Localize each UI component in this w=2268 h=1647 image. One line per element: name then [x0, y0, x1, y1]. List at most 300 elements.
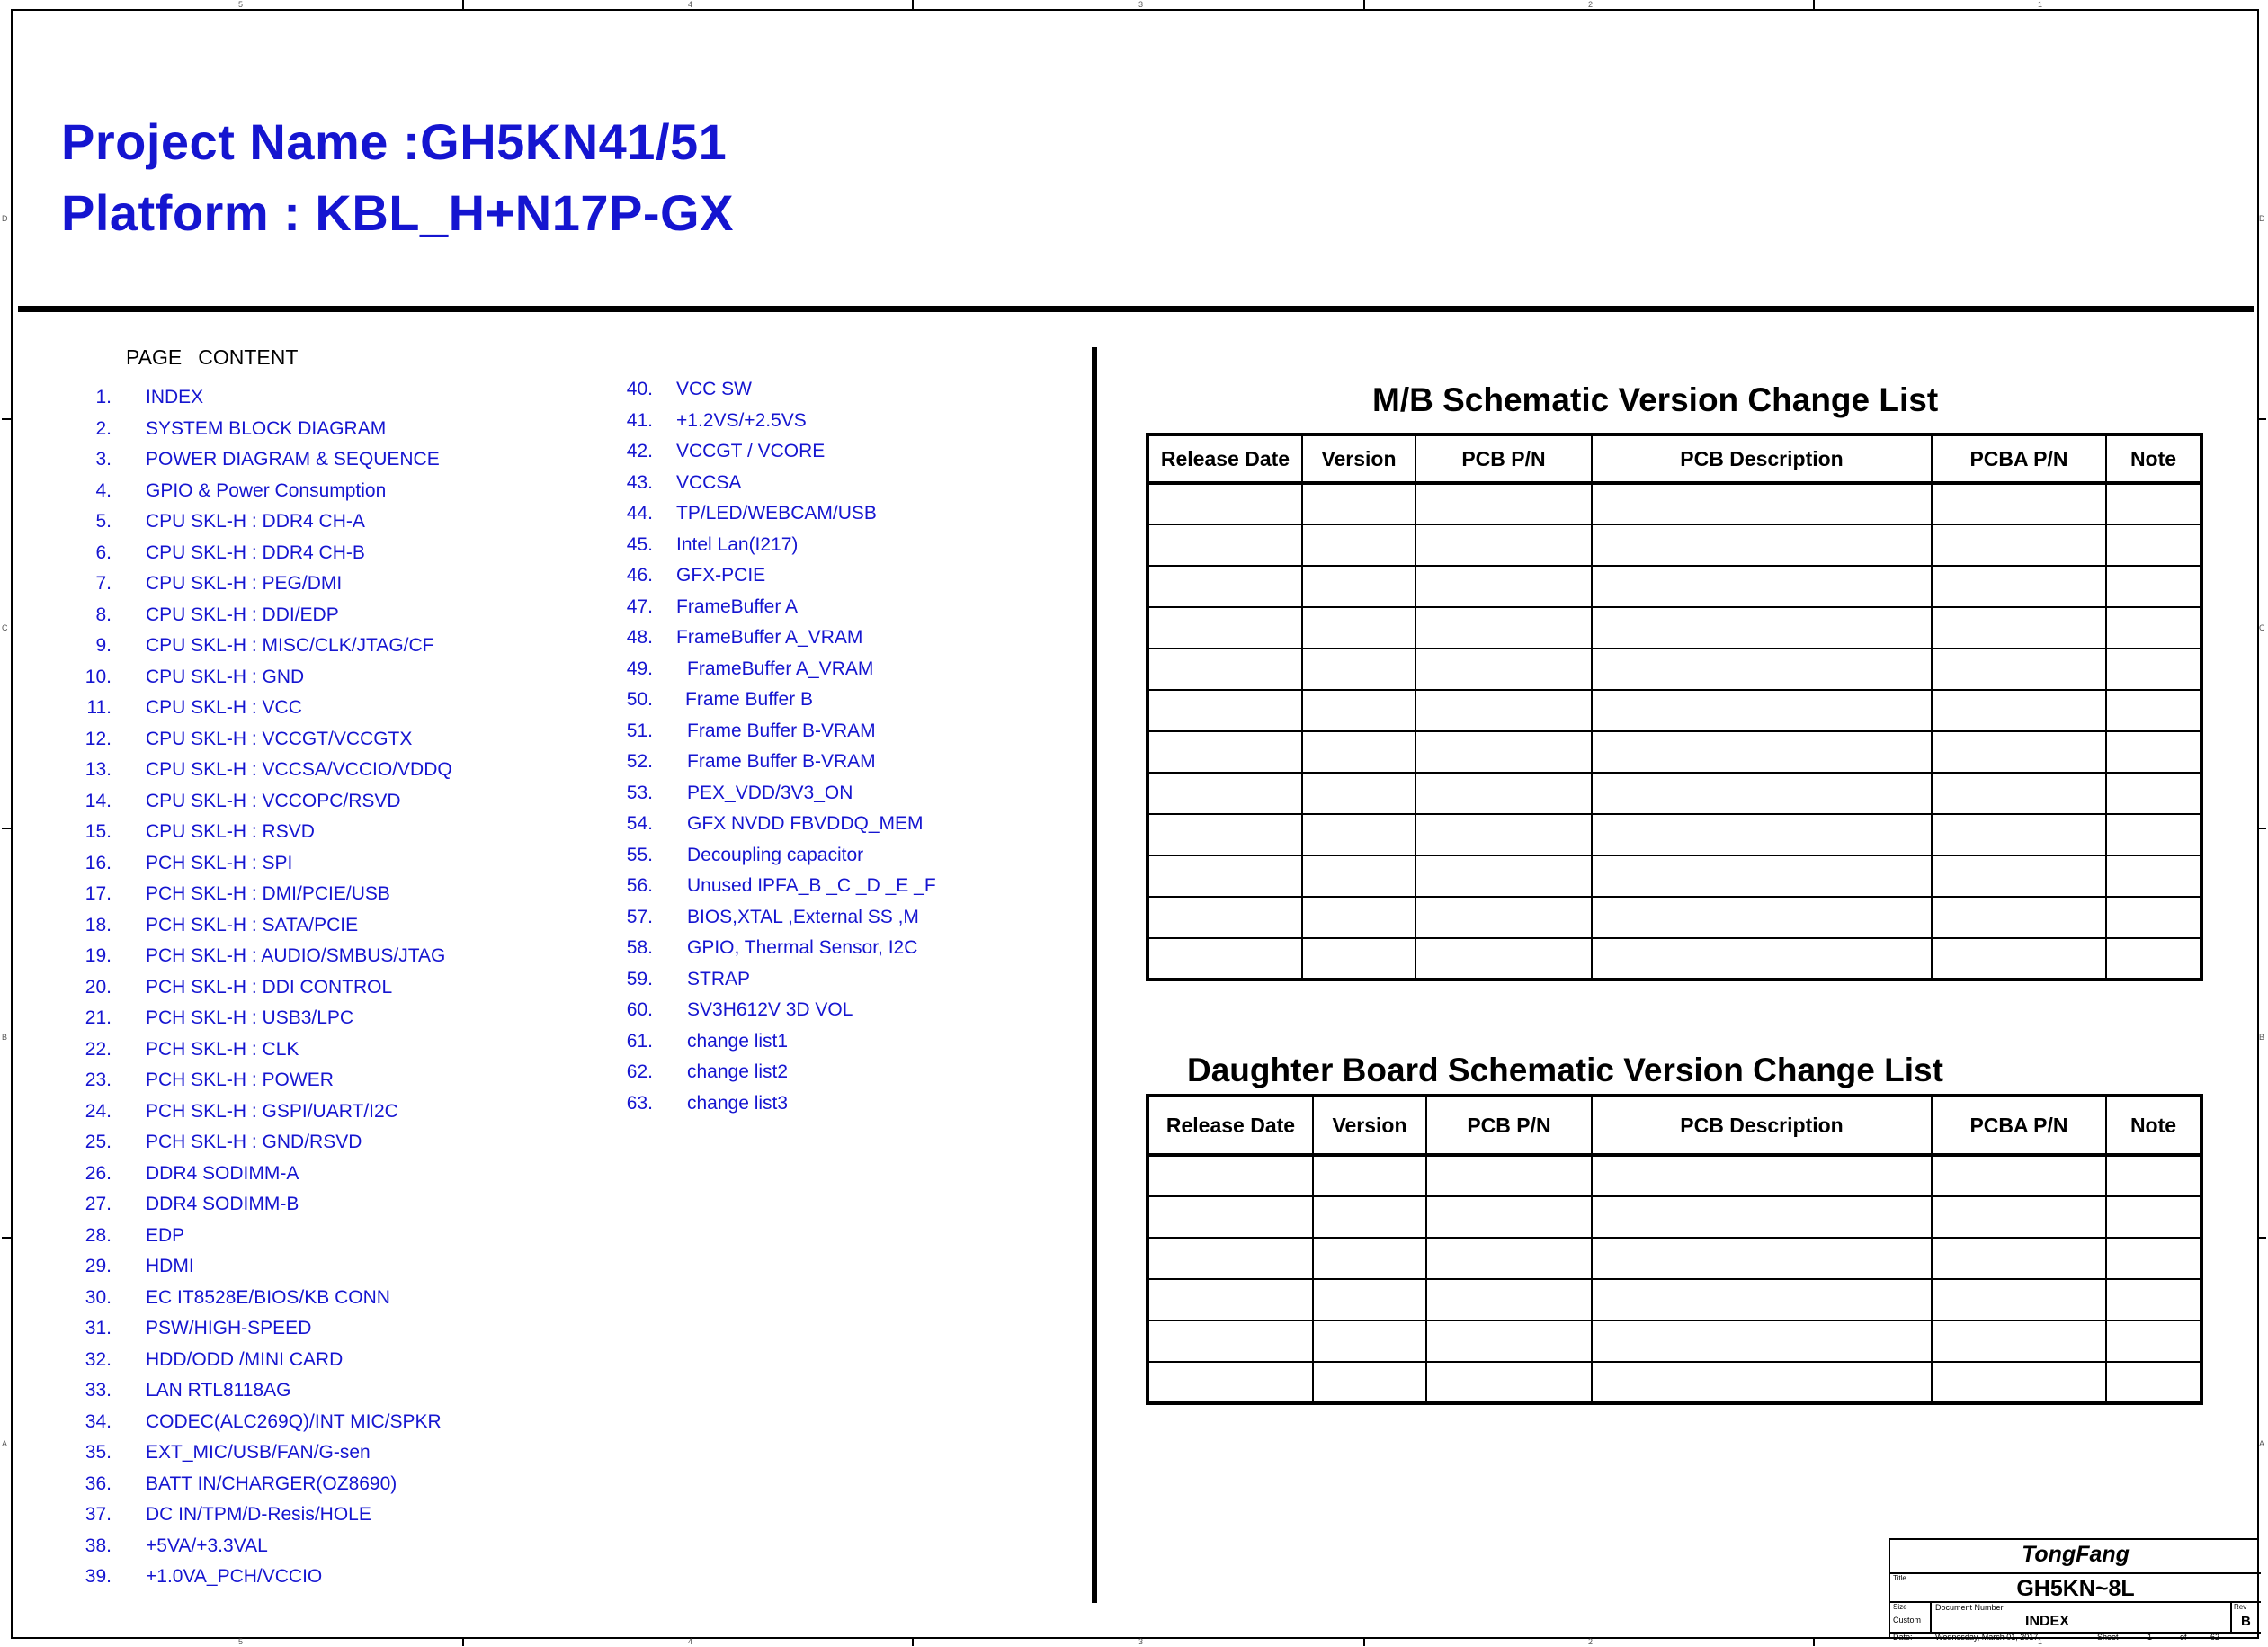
toc-page-label: CPU SKL-H : DDR4 CH-B: [146, 542, 365, 563]
toc-page-number: 8.: [95, 604, 112, 625]
column-header: PCB P/N: [1415, 434, 1592, 483]
table-cell: [1932, 938, 2106, 980]
toc-page-number: 45.: [626, 533, 653, 555]
table-cell: [2106, 1155, 2201, 1196]
toc-page-number: 31.: [85, 1318, 112, 1338]
table-cell: [2106, 649, 2201, 690]
toc-page-label: CPU SKL-H : GND: [146, 666, 305, 687]
table-cell: [1592, 855, 1932, 897]
column-header: PCB P/N: [1426, 1096, 1592, 1155]
toc-page-number: 52.: [626, 751, 653, 772]
toc-page-label: PSW/HIGH-SPEED: [146, 1318, 312, 1338]
table-cell: [1415, 483, 1592, 524]
table-row: [1147, 773, 2201, 814]
table-cell: [1592, 1238, 1932, 1279]
toc-page-number: 4.: [95, 479, 112, 501]
table-cell: [1592, 1362, 1932, 1403]
toc-page-number: 16.: [85, 852, 112, 873]
toc-page-number: 23.: [85, 1070, 112, 1090]
zone-tick: [2257, 418, 2266, 420]
column-header: Version: [1302, 434, 1415, 483]
toc-page-number: 20.: [85, 976, 112, 998]
toc-page-number: 47.: [626, 595, 653, 617]
zone-tick: [2, 418, 11, 420]
toc-page-label: CPU SKL-H : PEG/DMI: [146, 573, 343, 594]
toc-page-label: BATT IN/CHARGER(OZ8690): [146, 1472, 397, 1494]
toc-page-number: 19.: [85, 945, 112, 966]
sheet-total: 62: [2210, 1633, 2220, 1642]
table-cell: [2106, 1362, 2201, 1403]
table-cell: [1302, 566, 1415, 607]
table-cell: [2106, 566, 2201, 607]
zone-row-label: A: [2259, 1439, 2265, 1448]
toc-page-number: 62.: [626, 1061, 653, 1082]
sheet-label: Sheet: [2097, 1633, 2119, 1642]
zone-column-label: 4: [688, 0, 693, 9]
table-cell: [1147, 607, 1302, 649]
toc-page-number: 3.: [95, 449, 112, 470]
table-cell: [1932, 1238, 2106, 1279]
table-row: [1147, 1279, 2201, 1320]
table-row: [1147, 607, 2201, 649]
toc-page-number: 10.: [85, 666, 112, 687]
table-cell: [1147, 731, 1302, 773]
toc-page-number: 25.: [85, 1132, 112, 1152]
toc-page-label: FrameBuffer A: [676, 595, 799, 617]
table-cell: [1426, 1155, 1592, 1196]
size-value: Custom: [1893, 1616, 1922, 1625]
drawing-title: GH5KN~8L: [2016, 1576, 2135, 1601]
table-cell: [1415, 897, 1592, 938]
toc-page-label: INDEX: [146, 387, 204, 407]
table-cell: [2106, 607, 2201, 649]
table-cell: [1415, 649, 1592, 690]
table-cell: [1932, 566, 2106, 607]
table-cell: [2106, 690, 2201, 731]
column-divider: [1092, 347, 1097, 1603]
table-cell: [1302, 731, 1415, 773]
table-cell: [2106, 1238, 2201, 1279]
zone-tick: [2257, 1237, 2266, 1239]
zone-column-label: 1: [2038, 1637, 2043, 1646]
table-cell: [1302, 483, 1415, 524]
toc-page-label: PCH SKL-H : GND/RSVD: [146, 1132, 362, 1152]
toc-page-number: 51.: [626, 720, 653, 741]
toc-page-number: 41.: [626, 409, 653, 431]
column-header: Note: [2106, 1096, 2201, 1155]
toc-page-number: 15.: [85, 821, 112, 842]
of-label: of: [2180, 1633, 2187, 1642]
table-cell: [1932, 897, 2106, 938]
toc-page-label: HDMI: [146, 1256, 194, 1276]
table-cell: [1147, 649, 1302, 690]
toc-page-label: PCH SKL-H : SPI: [146, 852, 293, 873]
toc-page-label: FrameBuffer A_VRAM: [676, 627, 863, 648]
toc-page-label: BIOS,XTAL ,External SS ,M: [687, 906, 919, 927]
toc-page-label: DDR4 SODIMM-B: [146, 1194, 299, 1214]
toc-page-label: TP/LED/WEBCAM/USB: [676, 503, 877, 524]
toc-page-number: 13.: [85, 759, 112, 780]
toc-page-number: 33.: [85, 1380, 112, 1401]
toc-page-label: VCC SW: [676, 379, 752, 399]
toc-page-number: 43.: [626, 471, 653, 493]
toc-page-label: +1.2VS/+2.5VS: [676, 409, 807, 431]
toc-page-label: Decoupling capacitor: [687, 844, 864, 865]
toc-page-number: 57.: [626, 906, 653, 927]
zone-tick: [1813, 1637, 1815, 1646]
zone-tick: [912, 0, 914, 9]
table-cell: [1592, 773, 1932, 814]
table-cell: [1415, 814, 1592, 855]
column-header: PCB Description: [1592, 1096, 1932, 1155]
zone-column-label: 5: [238, 0, 244, 9]
table-row: [1147, 1320, 2201, 1362]
table-cell: [1147, 1238, 1313, 1279]
title-label: Title: [1893, 1574, 1906, 1582]
toc-page-number: 48.: [626, 627, 653, 648]
title-block: [1889, 1538, 2259, 1642]
toc-page-label: EXT_MIC/USB/FAN/G-sen: [146, 1442, 371, 1463]
toc-page-label: CPU SKL-H : VCCGT/VCCGTX: [146, 728, 413, 749]
toc-page-label: CPU SKL-H : DDR4 CH-A: [146, 511, 365, 532]
toc-page-label: GFX NVDD FBVDDQ_MEM: [687, 813, 924, 834]
toc-page-label: PCH SKL-H : POWER: [146, 1070, 334, 1090]
zone-tick: [1363, 0, 1365, 9]
table-cell: [1426, 1196, 1592, 1238]
toc-page-label: Frame Buffer B-VRAM: [687, 720, 876, 741]
table-cell: [1302, 814, 1415, 855]
company-name: TongFang: [2022, 1542, 2130, 1567]
zone-column-label: 4: [688, 1637, 693, 1646]
table-cell: [1932, 814, 2106, 855]
table-cell: [1302, 855, 1415, 897]
table-cell: [1313, 1155, 1426, 1196]
table-cell: [1592, 607, 1932, 649]
toc-page-number: 54.: [626, 813, 653, 834]
table-row: [1147, 649, 2201, 690]
toc-page-number: 32.: [85, 1348, 112, 1370]
toc-page-label: FrameBuffer A_VRAM: [687, 658, 874, 679]
table-cell: [1415, 855, 1592, 897]
toc-page-number: 38.: [85, 1535, 112, 1556]
zone-row-label: D: [2259, 214, 2265, 223]
toc-heading: [126, 345, 314, 370]
table-cell: [1932, 524, 2106, 566]
table-cell: [1932, 1279, 2106, 1320]
zone-row-label: C: [2259, 623, 2265, 632]
table-cell: [1313, 1238, 1426, 1279]
toc-page-label: LAN RTL8118AG: [146, 1380, 291, 1401]
column-header: Release Date: [1147, 434, 1302, 483]
table-cell: [1592, 1196, 1932, 1238]
table-cell: [1592, 897, 1932, 938]
table-cell: [2106, 483, 2201, 524]
toc-page-number: 61.: [626, 1030, 653, 1052]
table-cell: [1147, 1320, 1313, 1362]
toc-page-label: VCCSA: [676, 471, 742, 493]
table-cell: [2106, 814, 2201, 855]
table-cell: [1932, 1196, 2106, 1238]
toc-page-label: Intel Lan(I217): [676, 533, 799, 555]
table-cell: [1147, 938, 1302, 980]
toc-page-number: 12.: [85, 728, 112, 749]
table-cell: [2106, 897, 2201, 938]
toc-page-number: 1.: [95, 387, 112, 407]
table-cell: [1313, 1196, 1426, 1238]
table-cell: [1415, 938, 1592, 980]
table-cell: [1147, 773, 1302, 814]
toc-page-label: change list1: [687, 1030, 789, 1052]
column-header: PCBA P/N: [1932, 434, 2106, 483]
toc-page-number: 60.: [626, 999, 653, 1020]
toc-page-label: CPU SKL-H : DDI/EDP: [146, 604, 339, 625]
size-label: Size: [1893, 1603, 1907, 1611]
toc-page-number: 30.: [85, 1286, 112, 1308]
table-cell: [1147, 1362, 1313, 1403]
toc-page-label: Unused IPFA_B _C _D _E _F: [687, 875, 936, 896]
table-cell: [1147, 1155, 1313, 1196]
zone-tick: [2257, 828, 2266, 829]
toc-page-number: 2.: [95, 417, 112, 439]
toc-page-number: 22.: [85, 1038, 112, 1060]
toc-page-number: 36.: [85, 1472, 112, 1494]
toc-page-number: 39.: [85, 1566, 112, 1587]
toc-page-label: Frame Buffer B: [685, 689, 813, 710]
table-row: [1147, 814, 2201, 855]
table-row: [1147, 897, 2201, 938]
table-row: [1147, 566, 2201, 607]
table-cell: [1932, 607, 2106, 649]
toc-page-number: 46.: [626, 565, 653, 586]
db-table-title: Daughter Board Schematic Version Change List: [1187, 1052, 1943, 1088]
zone-tick: [2, 1237, 11, 1239]
toc-page-label: CPU SKL-H : MISC/CLK/JTAG/CF: [146, 635, 434, 656]
toc-page-number: 11.: [86, 697, 112, 718]
table-row: [1147, 1238, 2201, 1279]
zone-row-label: D: [2, 214, 8, 223]
toc-page-label: Frame Buffer B-VRAM: [687, 751, 876, 772]
table-cell: [1932, 731, 2106, 773]
toc-page-number: 9.: [95, 635, 112, 656]
toc-page-number: 35.: [85, 1442, 112, 1463]
table-cell: [2106, 773, 2201, 814]
toc-page-number: 58.: [626, 937, 653, 958]
toc-page-label: PCH SKL-H : AUDIO/SMBUS/JTAG: [146, 945, 446, 966]
date-value: Wednesday, March 01, 2017: [1935, 1633, 2039, 1642]
toc-page-number: 27.: [85, 1194, 112, 1214]
table-cell: [1147, 566, 1302, 607]
table-row: [1147, 938, 2201, 980]
toc-page-label: +5VA/+3.3VAL: [146, 1535, 268, 1556]
table-cell: [1426, 1320, 1592, 1362]
table-row: [1147, 855, 2201, 897]
table-cell: [1592, 690, 1932, 731]
table-cell: [1415, 524, 1592, 566]
rev-label: Rev: [2234, 1603, 2247, 1611]
toc-page-number: 63.: [626, 1092, 653, 1114]
toc-page-number: 24.: [85, 1100, 112, 1122]
mb-version-change-table: [1146, 433, 2203, 981]
toc-page-label: DDR4 SODIMM-A: [146, 1162, 299, 1184]
zone-column-label: 2: [1588, 1637, 1594, 1646]
table-cell: [1415, 773, 1592, 814]
table-cell: [1592, 1320, 1932, 1362]
table-cell: [2106, 731, 2201, 773]
table-cell: [1313, 1279, 1426, 1320]
toc-page-number: 26.: [85, 1162, 112, 1184]
toc-page-label: HDD/ODD /MINI CARD: [146, 1348, 344, 1370]
table-cell: [1592, 814, 1932, 855]
zone-column-label: 5: [238, 1637, 244, 1646]
toc-page-label: PCH SKL-H : DMI/PCIE/USB: [146, 883, 390, 904]
table-cell: [1932, 1362, 2106, 1403]
table-cell: [1147, 483, 1302, 524]
zone-tick: [462, 0, 464, 9]
zone-tick: [2, 828, 11, 829]
column-header: PCBA P/N: [1932, 1096, 2106, 1155]
column-header: Version: [1313, 1096, 1426, 1155]
db-version-change-table: [1146, 1094, 2203, 1405]
table-cell: [1592, 1155, 1932, 1196]
zone-tick: [1813, 0, 1815, 9]
toc-page-label: PCH SKL-H : CLK: [146, 1038, 299, 1060]
table-cell: [1147, 690, 1302, 731]
toc-page-number: 14.: [85, 790, 112, 811]
table-cell: [1932, 773, 2106, 814]
zone-row-label: B: [2259, 1033, 2265, 1042]
table-cell: [1592, 938, 1932, 980]
toc-page-label: GFX-PCIE: [676, 565, 766, 586]
toc-page-label: CODEC(ALC269Q)/INT MIC/SPKR: [146, 1410, 442, 1432]
table-cell: [1592, 524, 1932, 566]
toc-page-number: 5.: [95, 511, 112, 532]
toc-page-number: 7.: [95, 573, 112, 594]
zone-row-label: C: [2, 623, 8, 632]
column-header: Release Date: [1147, 1096, 1313, 1155]
zone-row-label: A: [2, 1439, 8, 1448]
toc-page-label: EDP: [146, 1224, 185, 1246]
toc-page-label: STRAP: [687, 968, 751, 989]
table-cell: [1932, 1320, 2106, 1362]
table-cell: [1302, 897, 1415, 938]
zone-column-label: 3: [1138, 1637, 1144, 1646]
table-cell: [1592, 566, 1932, 607]
table-cell: [1415, 607, 1592, 649]
toc-page-number: 44.: [626, 503, 653, 524]
zone-tick: [462, 1637, 464, 1646]
table-cell: [1415, 690, 1592, 731]
project-name: Project Name :GH5KN41/51: [61, 113, 728, 170]
toc-page-number: 40.: [626, 379, 653, 399]
toc-page-label: PEX_VDD/3V3_ON: [687, 782, 853, 803]
table-row: [1147, 731, 2201, 773]
table-cell: [2106, 1279, 2201, 1320]
table-cell: [1426, 1238, 1592, 1279]
table-cell: [2106, 1320, 2201, 1362]
toc-page-label: EC IT8528E/BIOS/KB CONN: [146, 1286, 390, 1308]
table-cell: [1147, 855, 1302, 897]
toc-page-label: PCH SKL-H : GSPI/UART/I2C: [146, 1100, 398, 1122]
rev-value: B: [2241, 1614, 2251, 1629]
toc-page-number: 17.: [85, 883, 112, 904]
table-cell: [1302, 649, 1415, 690]
table-cell: [1932, 1155, 2106, 1196]
table-row: [1147, 1155, 2201, 1196]
sheet-number: 1: [2147, 1633, 2153, 1642]
table-row: [1147, 1362, 2201, 1403]
table-row: [1147, 690, 2201, 731]
zone-tick: [912, 1637, 914, 1646]
table-row: [1147, 1196, 2201, 1238]
table-cell: [1147, 1279, 1313, 1320]
toc-page-number: 55.: [626, 844, 653, 865]
toc-page-number: 29.: [85, 1256, 112, 1276]
table-cell: [2106, 938, 2201, 980]
zone-tick: [1363, 1637, 1365, 1646]
toc-heading-content: CONTENT: [198, 345, 299, 369]
zone-row-label: B: [2, 1033, 8, 1042]
toc-page-label: DC IN/TPM/D-Resis/HOLE: [146, 1504, 371, 1525]
table-cell: [1147, 524, 1302, 566]
toc-page-label: VCCGT / VCORE: [676, 441, 826, 461]
table-cell: [2106, 524, 2201, 566]
toc-page-number: 6.: [95, 542, 112, 563]
toc-page-number: 53.: [626, 782, 653, 803]
toc-page-number: 28.: [85, 1224, 112, 1246]
header-divider: [18, 306, 2254, 312]
toc-page-number: 21.: [85, 1007, 112, 1028]
toc-page-label: PCH SKL-H : DDI CONTROL: [146, 976, 393, 998]
table-cell: [1592, 483, 1932, 524]
table-cell: [1426, 1362, 1592, 1403]
toc-page-number: 34.: [85, 1410, 112, 1432]
table-cell: [1302, 773, 1415, 814]
toc-page-label: POWER DIAGRAM & SEQUENCE: [146, 449, 440, 470]
table-cell: [1302, 938, 1415, 980]
document-number: INDEX: [2025, 1614, 2069, 1629]
toc-page-label: CPU SKL-H : VCCOPC/RSVD: [146, 790, 401, 811]
toc-page-label: GPIO & Power Consumption: [146, 479, 387, 501]
toc-page-label: SYSTEM BLOCK DIAGRAM: [146, 417, 387, 439]
toc-page-label: CPU SKL-H : VCC: [146, 697, 302, 718]
zone-column-label: 3: [1138, 0, 1144, 9]
table-cell: [1302, 524, 1415, 566]
toc-page-number: 18.: [85, 914, 112, 935]
mb-table-title: M/B Schematic Version Change List: [1372, 381, 1939, 418]
table-cell: [2106, 855, 2201, 897]
table-cell: [1302, 607, 1415, 649]
toc-page-label: PCH SKL-H : SATA/PCIE: [146, 914, 359, 935]
document-number-label: Document Number: [1935, 1603, 2004, 1612]
table-cell: [1592, 1279, 1932, 1320]
zone-column-label: 1: [2038, 0, 2043, 9]
table-row: [1147, 483, 2201, 524]
table-cell: [1313, 1320, 1426, 1362]
toc-page-label: CPU SKL-H : RSVD: [146, 821, 315, 842]
toc-page-number: 59.: [626, 968, 653, 989]
table-cell: [1932, 483, 2106, 524]
platform-name: Platform : KBL_H+N17P-GX: [61, 184, 734, 241]
toc-page-number: 49.: [626, 658, 653, 679]
table-cell: [1147, 814, 1302, 855]
column-header: PCB Description: [1592, 434, 1932, 483]
table-cell: [1426, 1279, 1592, 1320]
table-cell: [1932, 649, 2106, 690]
table-cell: [1302, 690, 1415, 731]
table-cell: [1313, 1362, 1426, 1403]
zone-column-label: 2: [1588, 0, 1594, 9]
table-cell: [1592, 649, 1932, 690]
